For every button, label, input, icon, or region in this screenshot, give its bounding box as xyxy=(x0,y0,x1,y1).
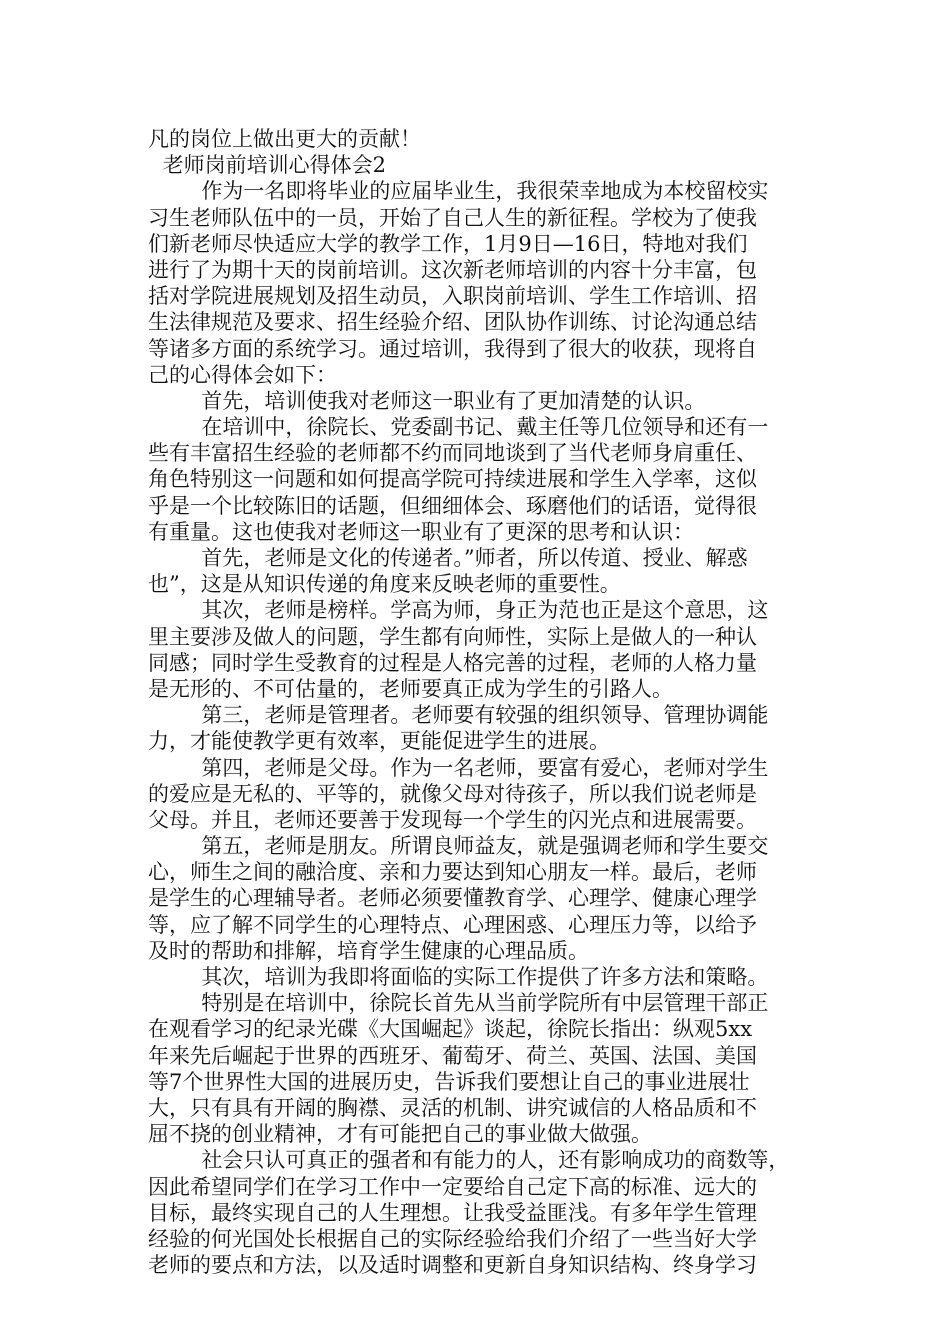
text-line: 己的心得体会如下： xyxy=(148,362,337,387)
text-line: 等，应了解不同学生的心理特点、心理困惑、心理压力等，以给予 xyxy=(148,912,757,937)
text-line: 第三，老师是管理者。老师要有较强的组织领导、管理协调能 xyxy=(148,703,769,728)
text-line: 同感；同时学生受教育的过程是人格完善的过程，老师的人格力量 xyxy=(148,650,757,675)
text-line: 也”，这是从知识传递的角度来反映老师的重要性。 xyxy=(148,572,621,597)
text-line: 凡的岗位上做出更大的贡献！ xyxy=(148,127,421,151)
text-line: 们新老师尽快适应大学的教学工作，1月9日—16日，特地对我们 xyxy=(148,231,748,256)
text-line: 其次，培训为我即将面临的实际工作提供了许多方法和策略。 xyxy=(148,965,769,989)
text-line: 年来先后崛起于世界的西班牙、葡萄牙、荷兰、英国、法国、美国 xyxy=(148,1043,757,1068)
text-line: 是无形的、不可估量的，老师要真正成为学生的引路人。 xyxy=(148,676,673,701)
text-line: 目标，最终实现自己的人生理想。让我受益匪浅。有多年学生管理 xyxy=(148,1200,757,1225)
text-line: 乎是一个比较陈旧的话题，但细细体会、琢磨他们的话语，觉得很 xyxy=(148,493,757,518)
text-line: 因此希望同学们在学习工作中一定要给自己定下高的标准、远大的 xyxy=(148,1174,757,1199)
text-line: 首先，培训使我对老师这一职业有了更加清楚的认识。 xyxy=(148,388,706,413)
text-line: 心，师生之间的融洽度、亲和力要达到知心朋友一样。最后，老师 xyxy=(148,860,757,885)
text-line: 作为一名即将毕业的应届毕业生，我很荣幸地成为本校留校实 xyxy=(148,179,769,204)
text-line: 及时的帮助和排解，培育学生健康的心理品质。 xyxy=(148,938,589,963)
text-line: 生法律规范及要求、招生经验介绍、团队协作训练、讨论沟通总结 xyxy=(148,310,757,335)
text-line: 大，只有具有开阔的胸襟、灵活的机制、讲究诚信的人格品质和不 xyxy=(148,1095,757,1120)
text-line: 进行了为期十天的岗前培训。这次新老师培训的内容十分丰富，包 xyxy=(148,257,757,282)
text-line: 的爱应是无私的、平等的，就像父母对待孩子，所以我们说老师是 xyxy=(148,781,757,806)
text-line: 括对学院进展规划及招生动员，入职岗前培训、学生工作培训、招 xyxy=(148,284,757,309)
text-line: 角色特别这一问题和如何提高学院可持续进展和学生入学率，这似 xyxy=(148,467,757,492)
text-line: 社会只认可真正的强者和有能力的人，还有影响成功的商数等， xyxy=(148,1148,790,1173)
text-line: 其次，老师是榜样。学高为师，身正为范也正是这个意思，这 xyxy=(148,598,769,623)
text-line: 第四，老师是父母。作为一名老师，要富有爱心，老师对学生 xyxy=(148,755,769,780)
text-line: 第五，老师是朋友。所谓良师益友，就是强调老师和学生要交 xyxy=(148,834,769,859)
text-line: 有重量。这也使我对老师这一职业有了更深的思考和认识： xyxy=(148,519,694,544)
text-line: 首先，老师是文化的传递者。”师者，所以传道、授业、解惑 xyxy=(148,546,748,570)
text-line: 经验的何光国处长根据自己的实际经验给我们介绍了一些当好大学 xyxy=(148,1226,757,1251)
text-line: 屈不挠的创业精神，才有可能把自己的事业做大做强。 xyxy=(148,1122,652,1147)
text-line: 是学生的心理辅导者。老师必须要懂教育学、心理学、健康心理学 xyxy=(148,886,757,911)
text-line: 些有丰富招生经验的老师都不约而同地谈到了当代老师身肩重任、 xyxy=(148,441,757,466)
text-line: 在培训中，徐院长、党委副书记、戴主任等几位领导和还有一 xyxy=(148,415,769,440)
text-line: 等诸多方面的系统学习。通过培训，我得到了很大的收获，现将自 xyxy=(148,336,757,361)
text-line: 老师的要点和方法，以及适时调整和更新自身知识结构、终身学习 xyxy=(148,1253,757,1278)
document-page xyxy=(148,126,816,1278)
section-title: 老师岗前培训心得体会2 xyxy=(156,153,387,178)
text-line: 里主要涉及做人的问题，学生都有向师性，实际上是做人的一种认 xyxy=(148,624,757,649)
text-line: 特别是在培训中，徐院长首先从当前学院所有中层管理干部正 xyxy=(148,991,769,1016)
text-line: 力，才能使教学更有效率，更能促进学生的进展。 xyxy=(148,729,610,754)
text-line: 习生老师队伍中的一员，开始了自己人生的新征程。学校为了使我 xyxy=(148,205,757,230)
text-line: 父母。并且，老师还要善于发现每一个学生的闪光点和进展需要。 xyxy=(148,807,757,832)
text-line: 在观看学习的纪录光碟《大国崛起》谈起，徐院长指出：纵观5xx xyxy=(148,1017,753,1042)
text-line: 等7个世界性大国的进展历史，告诉我们要想让自己的事业进展壮 xyxy=(148,1069,750,1094)
